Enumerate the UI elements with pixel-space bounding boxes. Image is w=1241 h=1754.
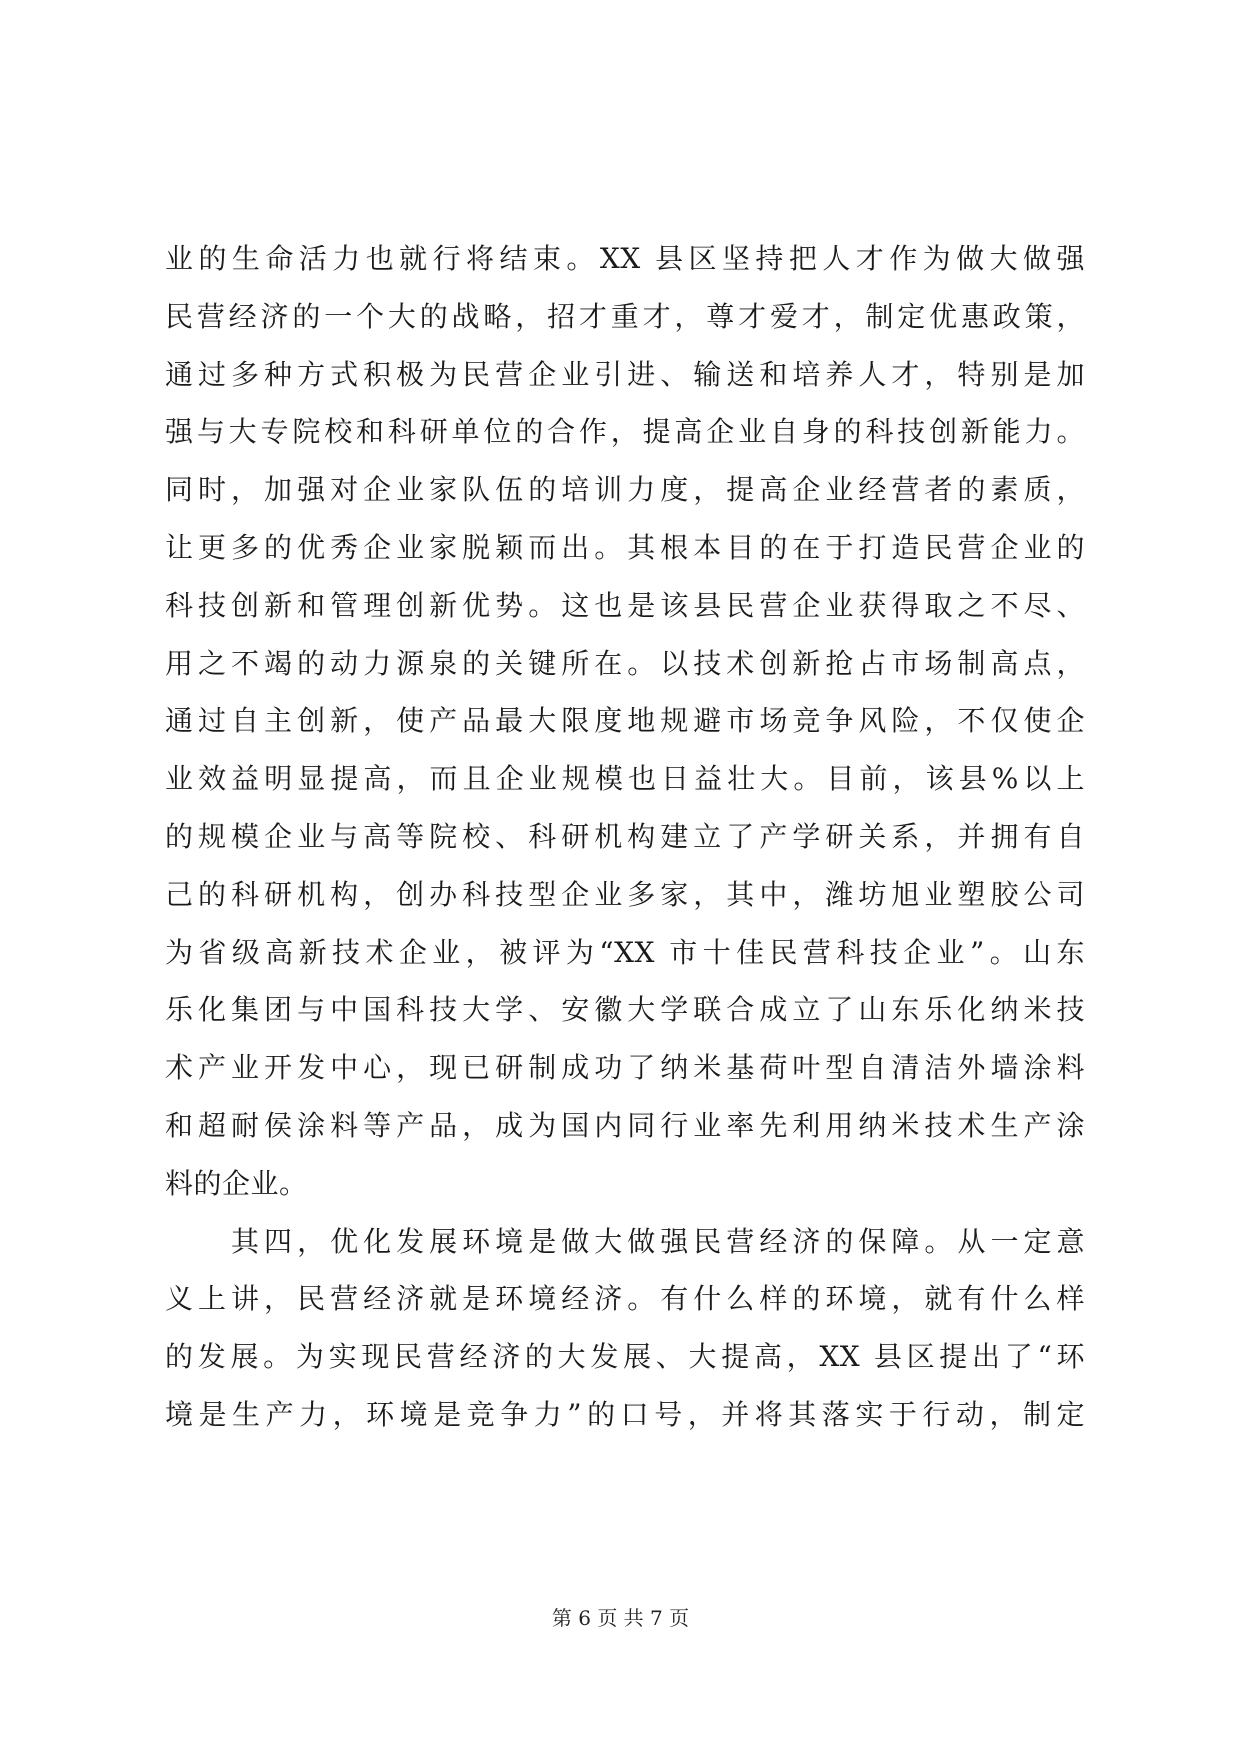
text-line: 的规模企业与高等院校、科研机构建立了产学研关系，并拥有自 [165, 819, 1085, 853]
text-line: 境是生产力，环境是竞争力”的口号，并将其落实于行动，制定 [165, 1397, 1085, 1431]
text-line: 业的生命活力也就行将结束。XX 县区坚持把人才作为做大做强 [165, 242, 1085, 275]
text-line: 让更多的优秀企业家脱颖而出。其根本目的在于打造民营企业的 [165, 530, 1085, 564]
page-number-footer: 第 6 页 共 7 页 [551, 1606, 690, 1630]
text-line: 为省级高新技术企业，被评为“XX 市十佳民营科技企业”。山东 [165, 935, 1085, 969]
text-line: 业效益明显提高，而且企业规模也日益壮大。目前，该县%以上 [165, 762, 1085, 796]
text-line: 强与大专院校和科研单位的合作，提高企业自身的科技创新能力。 [165, 415, 1085, 449]
text-line: 用之不竭的动力源泉的关键所在。以技术创新抢占市场制高点， [165, 646, 1085, 680]
text-line: 己的科研机构，创办科技型企业多家，其中，潍坊旭业塑胶公司 [165, 877, 1085, 911]
text-line: 的发展。为实现民营经济的大发展、大提高，XX 县区提出了“环 [165, 1340, 1085, 1374]
text-line: 术产业开发中心，现已研制成功了纳米基荷叶型自清洁外墙涂料 [165, 1051, 1085, 1085]
paragraph-end-line: 料的企业。 [165, 1166, 308, 1200]
text-line: 同时，加强对企业家队伍的培训力度，提高企业经营者的素质， [165, 473, 1085, 507]
text-line: 科技创新和管理创新优势。这也是该县民营企业获得取之不尽、 [165, 588, 1085, 622]
text-line: 和超耐侯涂料等产品，成为国内同行业率先利用纳米技术生产涂 [165, 1108, 1085, 1142]
document-body [165, 230, 1085, 1444]
text-line: 通过自主创新，使产品最大限度地规避市场竞争风险，不仅使企 [165, 704, 1085, 738]
text-line: 义上讲，民营经济就是环境经济。有什么样的环境，就有什么样 [165, 1282, 1085, 1316]
text-line: 乐化集团与中国科技大学、安徽大学联合成立了山东乐化纳米技 [165, 993, 1085, 1027]
text-line: 民营经济的一个大的战略，招才重才，尊才爱才，制定优惠政策， [165, 299, 1085, 333]
paragraph-start-line: 其四，优化发展环境是做大做强民营经济的保障。从一定意 [165, 1224, 1085, 1258]
text-line: 通过多种方式积极为民营企业引进、输送和培养人才，特别是加 [165, 357, 1085, 391]
